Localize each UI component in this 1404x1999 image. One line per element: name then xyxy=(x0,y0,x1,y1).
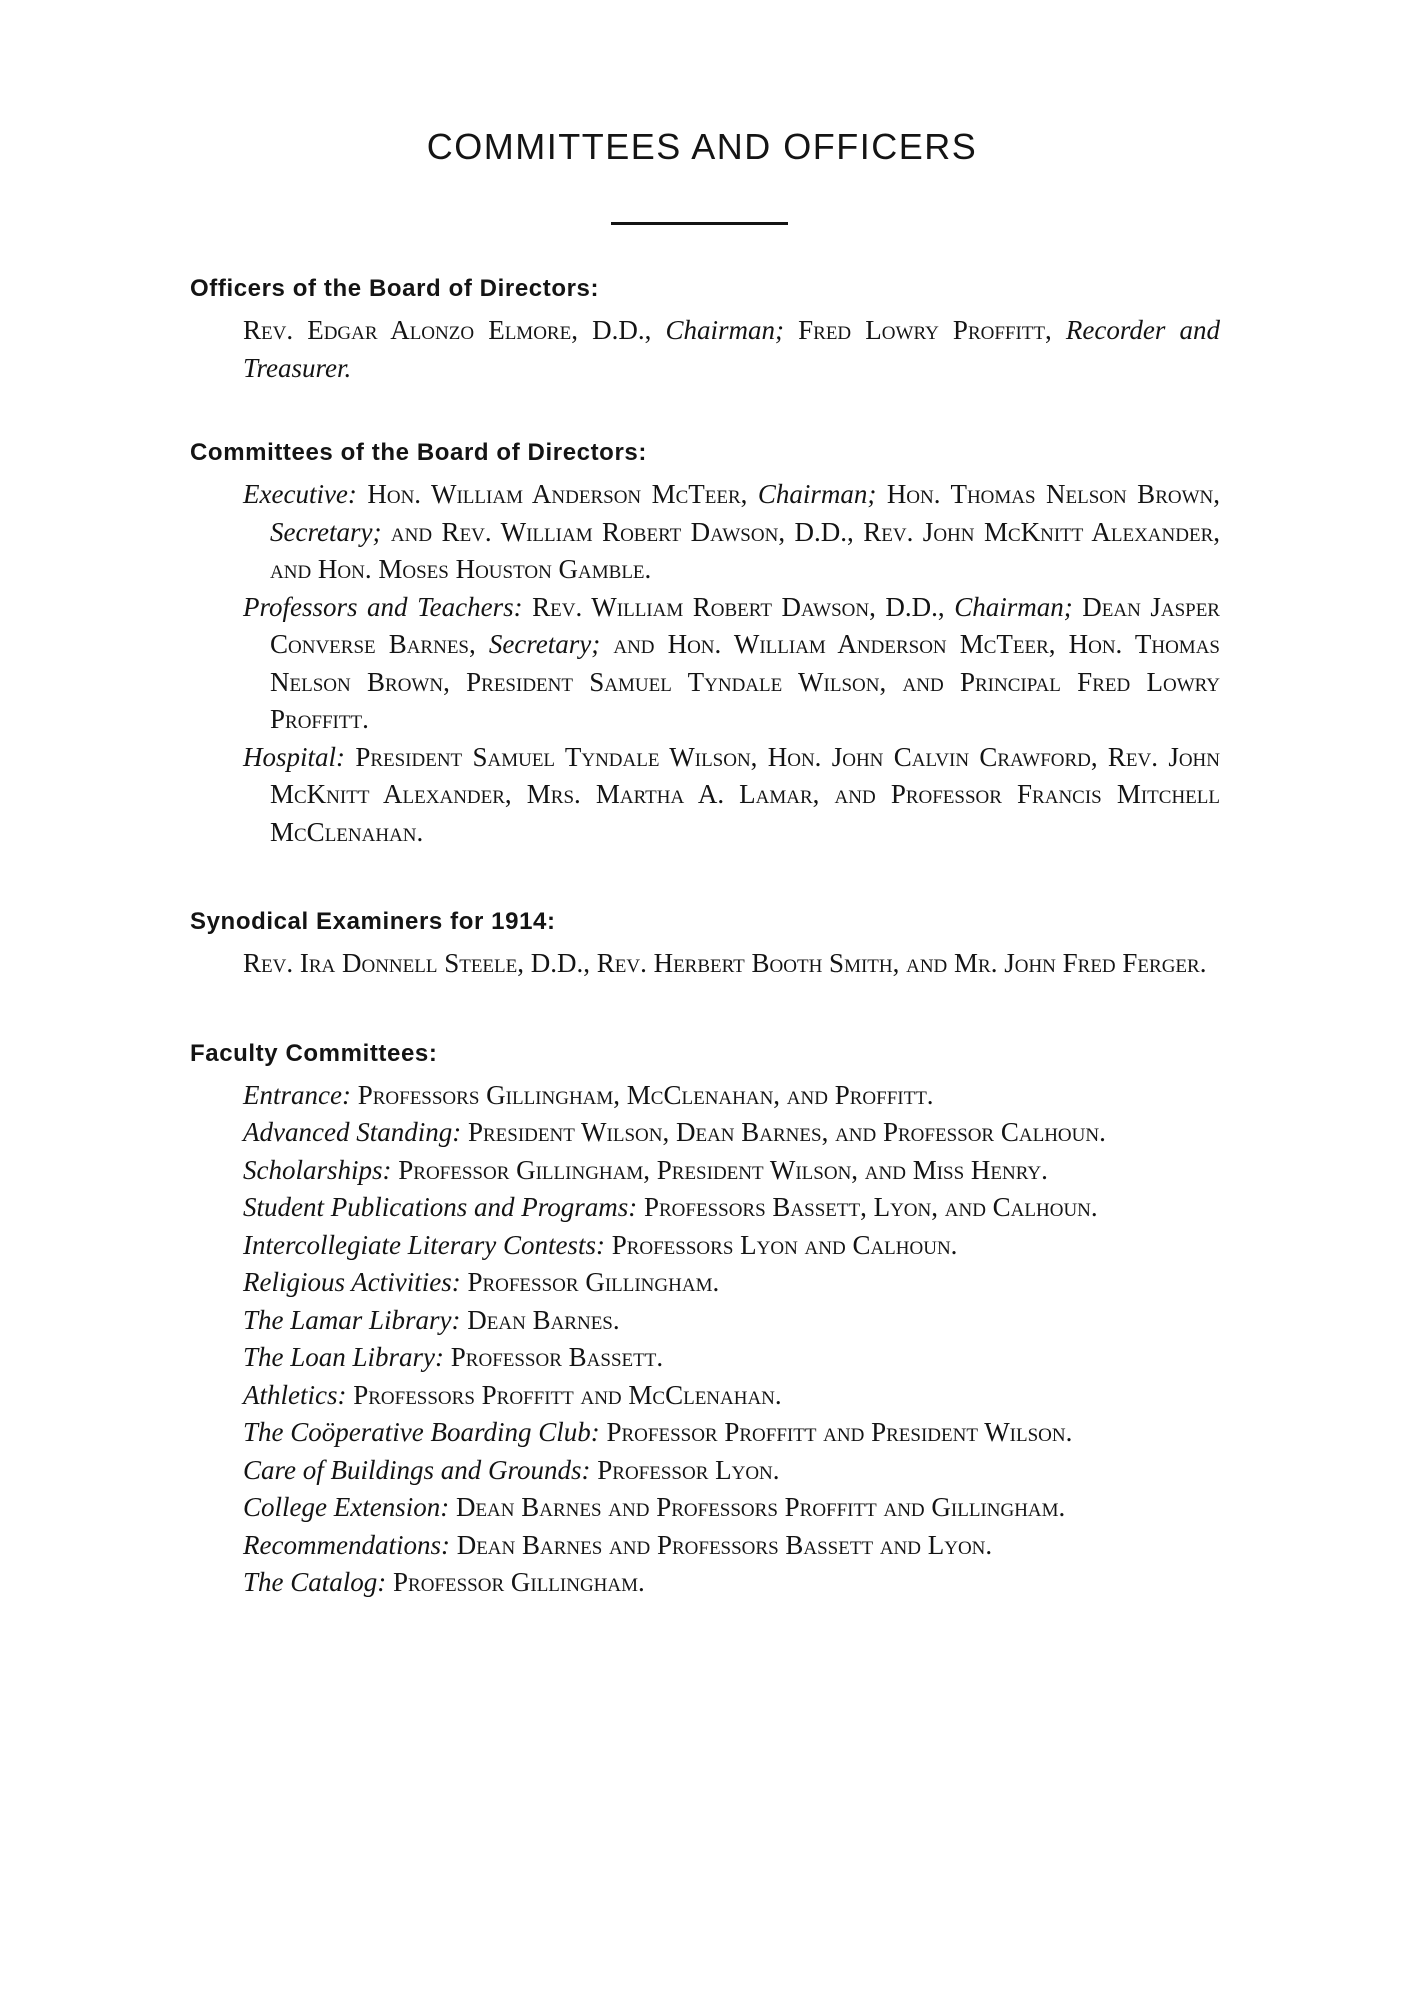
faculty-item-label: Intercollegiate Literary Contests: xyxy=(243,1229,605,1260)
faculty-item xyxy=(217,1339,1220,1377)
faculty-item xyxy=(217,1152,1220,1190)
committee-executive-text-2: Hon. Thomas Nelson Brown, xyxy=(886,479,1220,509)
page-title: COMMITTEES AND OFFICERS xyxy=(426,126,978,167)
faculty-item xyxy=(217,1189,1220,1227)
officers-section xyxy=(190,270,1220,387)
faculty-item-text: Professors Gillingham, McClenahan, and Proffitt. xyxy=(350,1079,934,1110)
officers-name-2: Fred Lowry Proffitt, xyxy=(798,315,1066,345)
committee-executive-role-1: Chairman; xyxy=(757,479,887,509)
faculty-item xyxy=(217,1489,1220,1527)
faculty-heading: Faculty Committees: xyxy=(190,1039,438,1067)
officers-text xyxy=(243,312,1220,387)
faculty-item-label: Scholarships: xyxy=(243,1154,392,1185)
committee-professors-role-2: Secretary; xyxy=(488,629,614,659)
faculty-section xyxy=(190,1035,1220,1602)
faculty-item-text: Professor Lyon. xyxy=(590,1454,780,1485)
faculty-item xyxy=(217,1302,1220,1340)
faculty-item-label: Recommendations: xyxy=(243,1529,450,1560)
officers-role-1: Chairman; xyxy=(665,315,799,345)
faculty-item-label: The Catalog: xyxy=(243,1567,387,1597)
committees-section xyxy=(190,434,1220,851)
faculty-item-label: Student Publications and Programs: xyxy=(243,1192,638,1222)
committee-executive xyxy=(217,476,1220,589)
officers-role-2: Recorder and Treasurer. xyxy=(243,315,1221,383)
committee-professors-text-1: Rev. William Robert Dawson, D.D., xyxy=(522,591,955,622)
faculty-item-text: Dean Barnes and Professors Proffitt and Gillingham. xyxy=(449,1492,1066,1522)
faculty-item xyxy=(217,1414,1220,1452)
committee-executive-label: Executive: xyxy=(243,479,357,509)
faculty-item-text: Professor Gillingham. xyxy=(386,1567,645,1597)
committee-professors xyxy=(217,589,1220,739)
faculty-item-text: Dean Barnes. xyxy=(460,1304,620,1335)
page-content xyxy=(190,270,1220,1602)
faculty-item-text: Professor Gillingham. xyxy=(460,1267,720,1297)
committee-executive-role-2: Secretary; xyxy=(270,516,391,547)
committee-executive-text-3: and Rev. William Robert Dawson, D.D., Rev. John McKnitt Alexander, and Hon. Moses Houston Gamble. xyxy=(270,516,1220,584)
faculty-item-label: Religious Activities: xyxy=(243,1267,461,1297)
faculty-item-text: Professor Proffitt and President Wilson. xyxy=(599,1417,1073,1447)
faculty-item xyxy=(217,1114,1220,1152)
faculty-item-label: The Lamar Library: xyxy=(243,1304,461,1335)
committee-executive-text-1: Hon. William Anderson McTeer, xyxy=(356,479,758,509)
faculty-item-label: Care of Buildings and Grounds: xyxy=(243,1454,591,1485)
faculty-item-text: Professor Gillingham, President Wilson, and Miss Henry. xyxy=(391,1154,1048,1185)
committee-hospital xyxy=(217,739,1220,852)
faculty-item-label: The Loan Library: xyxy=(243,1342,445,1372)
faculty-item-label: The Coöperative Boarding Club: xyxy=(243,1417,600,1447)
committees-heading: Committees of the Board of Directors: xyxy=(190,439,647,466)
faculty-item-text: Professors Proffitt and McClenahan. xyxy=(346,1379,782,1410)
faculty-item xyxy=(217,1227,1220,1265)
faculty-item-text: Professors Bassett, Lyon, and Calhoun. xyxy=(637,1192,1098,1222)
faculty-item-text: President Wilson, Dean Barnes, and Professor Calhoun. xyxy=(461,1117,1106,1147)
synodical-heading: Synodical Examiners for 1914: xyxy=(190,908,556,935)
committee-hospital-label: Hospital: xyxy=(243,741,346,772)
faculty-item-label: College Extension: xyxy=(243,1492,450,1522)
faculty-item-label: Advanced Standing: xyxy=(243,1117,462,1147)
synodical-text: Rev. Ira Donnell Steele, D.D., Rev. Herbert Booth Smith, and Mr. John Fred Ferger. xyxy=(243,948,1207,978)
faculty-item xyxy=(217,1452,1220,1490)
synodical-section xyxy=(190,903,1220,983)
faculty-item xyxy=(217,1264,1220,1302)
faculty-item xyxy=(217,1377,1220,1415)
faculty-item-text: Professor Bassett. xyxy=(444,1342,664,1372)
faculty-item-label: Entrance: xyxy=(243,1079,351,1110)
faculty-item xyxy=(217,1077,1220,1115)
committee-professors-role-1: Chairman; xyxy=(954,591,1083,622)
faculty-item xyxy=(217,1527,1220,1565)
faculty-list xyxy=(190,1077,1220,1602)
faculty-item xyxy=(217,1564,1220,1602)
faculty-item-label: Athletics: xyxy=(243,1379,347,1410)
committee-professors-text-2: Dean Jasper Converse Barnes, xyxy=(270,591,1220,659)
officers-heading: Officers of the Board of Directors: xyxy=(190,275,600,302)
committee-professors-text-3: and Hon. William Anderson McTeer, Hon. Thomas Nelson Brown, President Samuel Tyndale Wilson, and Principal Fred Lowry Proffitt. xyxy=(270,629,1220,734)
faculty-item-text: Professors Lyon and Calhoun. xyxy=(604,1229,958,1260)
officers-name-1: Rev. Edgar Alonzo Elmore, D.D., xyxy=(243,315,666,345)
title-rule xyxy=(611,222,788,225)
faculty-item-text: Dean Barnes and Professors Bassett and Lyon. xyxy=(449,1529,993,1560)
committee-hospital-text: President Samuel Tyndale Wilson, Hon. John Calvin Crawford, Rev. John McKnitt Alexander, Mrs. Martha A. Lamar, and Professor Francis Mitchell McClenahan. xyxy=(270,741,1220,847)
committee-professors-label: Professors and Teachers: xyxy=(243,591,523,622)
